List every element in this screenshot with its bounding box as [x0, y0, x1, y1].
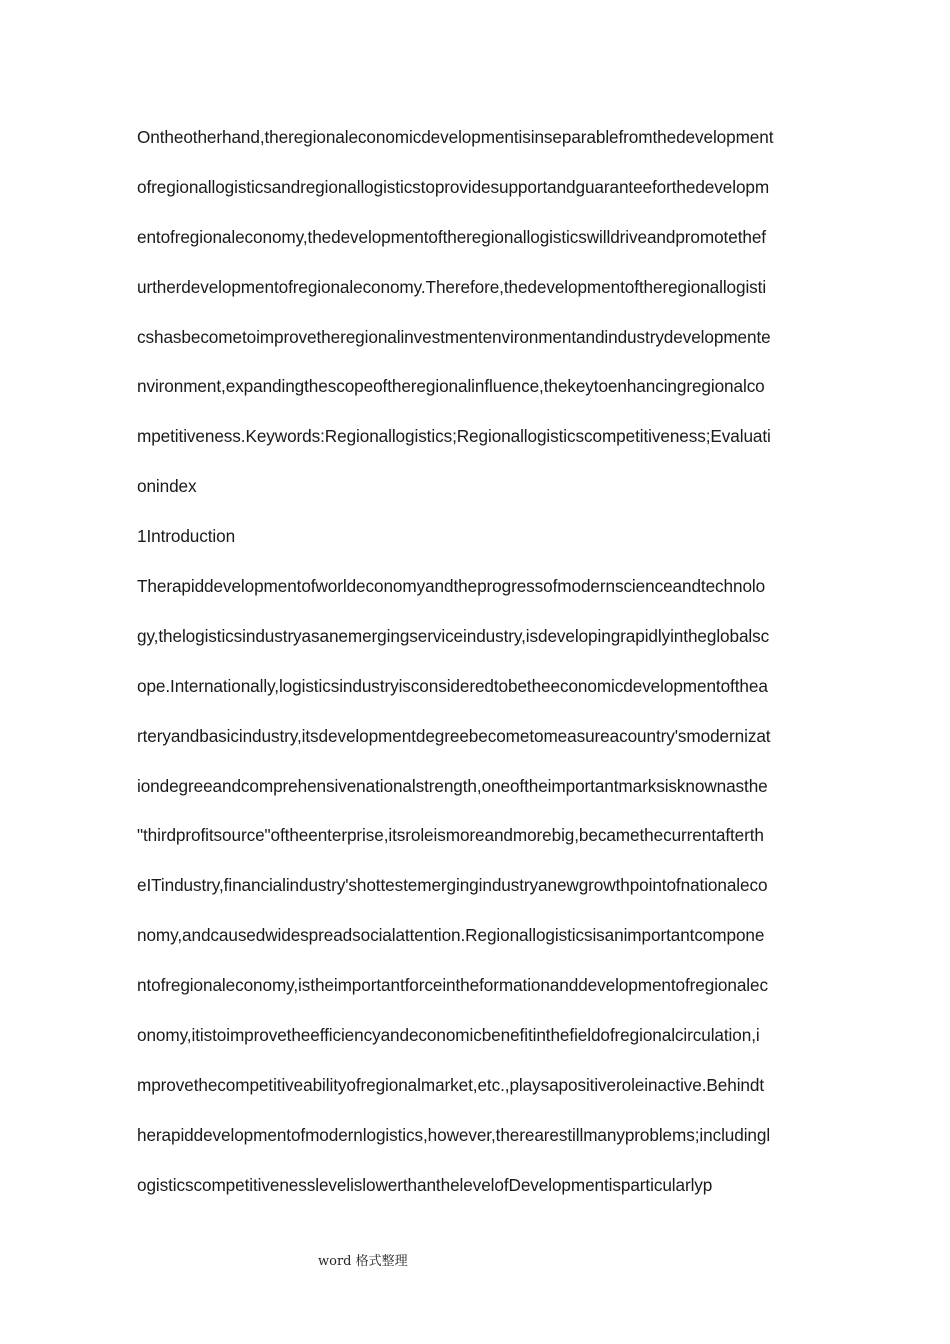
text-line: eITindustry,financialindustry'shottestemergingindustryanewgrowthpointofnationaleco	[137, 875, 768, 896]
text-line: nvironment,expandingthescopeoftheregionalinfluence,thekeytoenhancingregionalco	[137, 376, 765, 397]
text-line: onindex	[137, 476, 197, 497]
text-line: Ontheotherhand,theregionaleconomicdevelopmentisinseparablefromthedevelopment	[137, 127, 774, 147]
text-line: onomy,itistoimprovetheefficiencyandeconomicbenefitinthefieldofregionalcirculation,i	[137, 1025, 760, 1046]
text-line: nomy,andcausedwidespreadsocialattention.Regionallogisticsisanimportantcompone	[137, 925, 765, 946]
text-line: ope.Internationally,logisticsindustryisconsideredtobetheeconomicdevelopmentofthea	[137, 675, 768, 696]
text-line: "thirdprofitsource"oftheenterprise,itsroleismoreandmorebig,becamethecurrentafterth	[137, 825, 764, 846]
text-line: ogisticscompetitivenesslevelislowerthanthelevelofDevelopmentisparticularlyp	[137, 1174, 713, 1195]
text-line: cshasbecometoimprovetheregionalinvestmentenvironmentandindustrydevelopmente	[137, 326, 771, 347]
text-line: mpetitiveness.Keywords:Regionallogistics;Regionallogisticscompetitiveness;Evaluati	[137, 426, 771, 447]
text-line: mprovethecompetitiveabilityofregionalmarket,etc.,playsapositiveroleinactive.Behindt	[137, 1074, 765, 1095]
text-line: entofregionaleconomy,thedevelopmentoftheregionallogisticswilldriveandpromotethef	[137, 226, 766, 247]
text-line: ofregionallogisticsandregionallogisticstoprovidesupportandguaranteeforthedevelopm	[137, 176, 770, 197]
text-line: Therapiddevelopmentofworldeconomyandtheprogressofmodernscienceandtechnolo	[137, 576, 766, 597]
page-footer: word 格式整理	[318, 1254, 408, 1269]
text-line: rteryandbasicindustry,itsdevelopmentdegreebecometomeasureacountry'smodernizat	[137, 725, 771, 746]
text-line: urtherdevelopmentofregionaleconomy.Therefore,thedevelopmentoftheregionallogisti	[137, 276, 767, 297]
document-body	[137, 124, 827, 1222]
section-heading: 1Introduction	[137, 526, 236, 547]
text-line: ntofregionaleconomy,istheimportantforceintheformationanddevelopmentofregionalec	[137, 975, 768, 996]
text-line: herapiddevelopmentofmodernlogistics,however,therearestillmanyproblems;includingl	[137, 1124, 771, 1145]
text-line: iondegreeandcomprehensivenationalstrength,oneoftheimportantmarksisknownasthe	[137, 775, 768, 796]
text-line: gy,thelogisticsindustryasanemergingserviceindustry,isdevelopingrapidlyintheglobalsc	[137, 625, 770, 646]
